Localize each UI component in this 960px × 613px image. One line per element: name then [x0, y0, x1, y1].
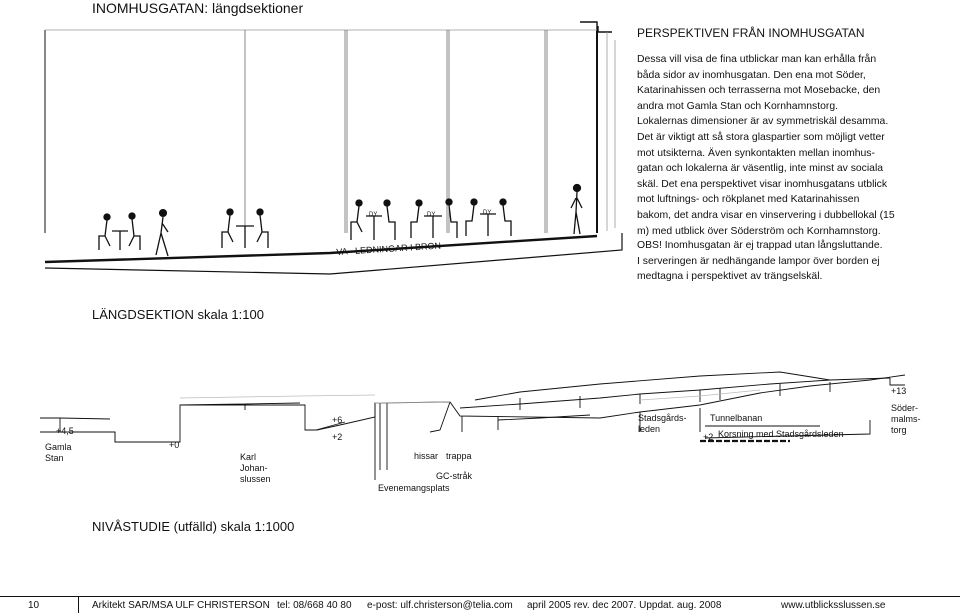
- paragraph-line: båda sidor av inomhusgatan. Den ena mot Söder,: [637, 69, 866, 81]
- svg-text:DY: DY: [483, 210, 492, 216]
- svg-text:DY: DY: [427, 212, 436, 218]
- people-figures: [99, 185, 582, 257]
- footer-separator: [78, 596, 79, 613]
- obs-line: I serveringen är nedhängande lampor över borden ej: [637, 255, 880, 267]
- footer-dates: april 2005 rev. dec 2007. Uppdat. aug. 2008: [527, 600, 722, 611]
- va-label: VA - LEDNINGAR I BRON: [336, 240, 442, 257]
- level-gamla-stan: +4,5: [56, 426, 74, 436]
- label-sodermalmstorg: [891, 403, 921, 436]
- svg-text:DY: DY: [369, 212, 378, 218]
- obs-paragraph: [637, 238, 952, 285]
- label-line: malms-: [891, 414, 921, 424]
- label-line: Karl: [240, 452, 257, 462]
- obs-line: medtagna i perspektivet av trängselskäl.: [637, 271, 823, 283]
- page-title: INOMHUSGATAN: längdsektioner: [92, 0, 304, 16]
- perspective-paragraph: [637, 52, 952, 239]
- label-line: leden: [638, 424, 661, 434]
- level-plus13: +13: [891, 386, 907, 396]
- label-line: Johan-: [240, 463, 268, 473]
- page-number: 10: [28, 600, 40, 611]
- paragraph-line: m) med utblick över Söderström och Kornhamnstorg.: [637, 225, 881, 237]
- paragraph-line: mot luftnings- och rökplanet med Katarinahissen: [637, 194, 860, 206]
- label-tunnelbanan: Tunnelbanan: [710, 413, 763, 423]
- footer-email: e-post: ulf.christerson@telia.com: [367, 600, 513, 611]
- section-caption: LÄNGDSEKTION skala 1:100: [92, 307, 264, 322]
- paragraph-line: gatan och lokalerna är väsentlig, inte minst av sociala: [637, 163, 884, 175]
- label-trappa: trappa: [446, 451, 472, 461]
- footer-website[interactable]: www.utblicksslussen.se: [781, 600, 886, 611]
- paragraph-line: Katarinahissen och terrasserna mot Mosebacke, den: [637, 85, 881, 97]
- paragraph-line: Dessa vill visa de fina utblickar man kan erhålla från: [637, 54, 877, 65]
- paragraph-line: bakom, det andra visar en vinservering i dubbellokal (15: [637, 209, 895, 221]
- level-plus2: +2: [332, 432, 343, 442]
- paragraph-line: skäl. Det ena perspektivet visar inomhusgatans utblick: [637, 178, 888, 190]
- label-hissar: hissar: [414, 451, 439, 461]
- footer-phone: tel: 08/668 40 80: [277, 600, 352, 611]
- obs-line: OBS! Inomhusgatan är ej trappad utan långsluttande.: [637, 240, 883, 251]
- perspective-heading: PERSPEKTIVEN FRÅN INOMHUSGATAN: [637, 26, 865, 40]
- label-line: slussen: [240, 474, 271, 484]
- label-evenemangsplats: Evenemangsplats: [378, 483, 450, 493]
- level-plus0: +0: [169, 440, 180, 450]
- footer-architect: Arkitekt SAR/MSA ULF CHRISTERSON: [92, 600, 270, 611]
- footer-divider: [0, 596, 960, 597]
- label-line: Stan: [45, 453, 64, 463]
- floor-slope: [45, 236, 597, 262]
- label-line: Gamla: [45, 442, 72, 452]
- label-karl-johan: [240, 452, 271, 485]
- paragraph-line: mot utsikterna. Även synkontakten mellan inomhus-: [637, 147, 875, 159]
- label-stadsgardsleden: [638, 413, 687, 435]
- paragraph-line: Det är viktigt att så stora glaspartier som möjligt vetter: [637, 131, 885, 143]
- label-line: torg: [891, 425, 907, 435]
- label-line: Söder-: [891, 403, 919, 413]
- level-plus6: +6: [332, 415, 343, 425]
- label-gamla-stan: [45, 442, 72, 464]
- label-korsning: Korsning med Stadsgårdsleden: [718, 429, 844, 439]
- label-line: Stadsgårds-: [638, 413, 687, 423]
- paragraph-line: andra mot Gamla Stan och Kornhamnstorg.: [637, 100, 838, 112]
- levels-caption: NIVÅSTUDIE (utfälld) skala 1:1000: [92, 519, 295, 534]
- level-plus2-right: +2: [703, 432, 714, 442]
- label-gc-strak: GC-stråk: [436, 471, 472, 481]
- level-profile: [40, 372, 905, 480]
- paragraph-line: Lokalernas dimensioner är av symmetriskäl desamma.: [637, 116, 889, 128]
